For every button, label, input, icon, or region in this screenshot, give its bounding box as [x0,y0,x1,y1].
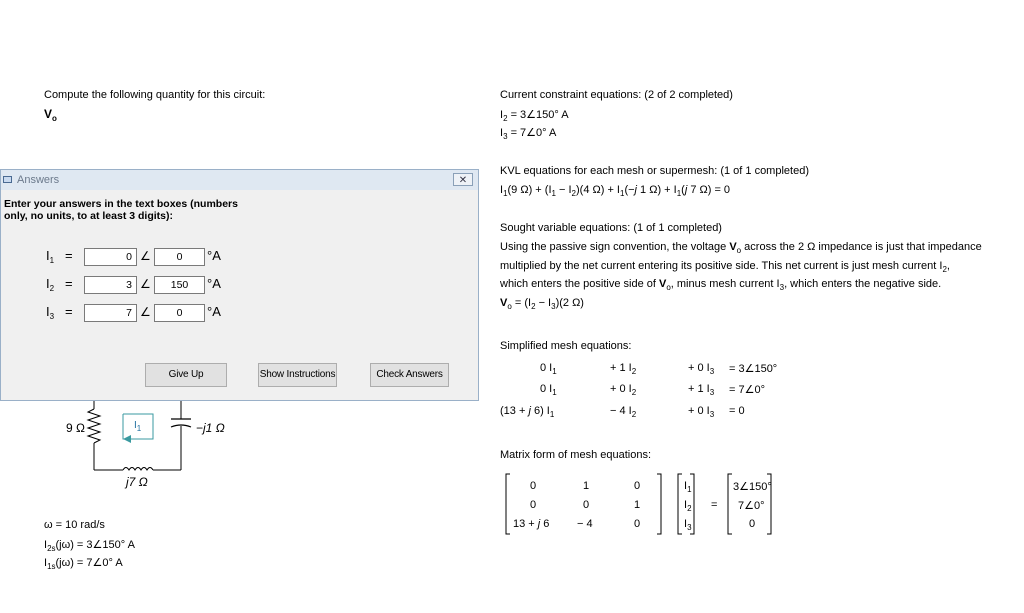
inductor-label: j7 Ω [126,475,148,489]
matrix-b-cell: 0 [749,518,756,530]
simplified-r2-rhs: = 7∠0° [729,384,765,396]
simplified-r1-c2: + 1 $I_2$ [610,362,637,376]
show-instructions-button[interactable]: Show Instructions [258,363,337,387]
unit-label: °A [207,276,221,291]
i3-angle-input[interactable]: 0 [154,304,205,322]
matrix-a-cell: 0 [530,499,537,511]
dialog-titlebar[interactable] [1,170,478,190]
sought-explanation-2: multiplied by the net current entering its positive side. This net current is just mesh current $I_2$, [500,260,950,274]
sought-explanation-1: Using the passive sign convention, the voltage $V_o$ across the 2 Ω impedance is just that impedance [500,241,982,255]
current-constraint-heading: Current constraint equations: (2 of 2 completed) [500,89,733,101]
unit-label: °A [207,304,221,319]
window-icon [3,176,12,183]
i2-magnitude-input[interactable]: 3 [84,276,137,294]
source-i2s: $I_{2s}(j\omega)$ = 3∠150° A [44,539,135,553]
matrix-b-cell: 3∠150° [733,481,772,493]
matrix-a-cell: 13 + j 6 [513,518,550,530]
matrix-x-cell: $I_1$ [684,480,692,494]
row-label-i2: $I_2$ [46,276,55,293]
equals-sign: = [65,248,73,263]
matrix-a-cell: 0 [634,480,641,492]
sought-equation: $V_o = (I_2 - I_3)(2$ Ω) [500,297,584,311]
kvl-heading: KVL equations for each mesh or supermesh: (1 of 1 completed) [500,165,809,177]
simplified-r3-rhs: = 0 [729,405,745,417]
matrix-x-cell: $I_3$ [684,518,692,532]
problem-prompt: Compute the following quantity for this circuit: [44,89,266,101]
row-label-i1: $I_1$ [46,248,55,265]
source-i1s: $I_{1s}(j\omega)$ = 7∠0° A [44,557,123,571]
unit-label: °A [207,248,221,263]
equals-sign: = [65,304,73,319]
simplified-r1-c3: + 0 $I_3$ [688,362,715,376]
matrix-x-cell: $I_2$ [684,499,692,513]
equals-sign: = [65,276,73,291]
angle-icon: ∠ [140,249,151,263]
matrix-a-cell: 1 [634,499,641,511]
sought-explanation-3: which enters the positive side of $V_o$, minus mesh current $I_3$, which enters the negative side. [500,278,942,292]
sought-heading: Sought variable equations: (1 of 1 completed) [500,222,722,234]
angle-icon: ∠ [140,305,151,319]
sought-quantity: $V_o$ [44,107,57,123]
simplified-r2-c1: 0 $I_1$ [540,383,557,397]
check-answers-button[interactable]: Check Answers [370,363,449,387]
constraint-eq-1: $I_2$ = 3∠150° A [500,109,569,123]
matrix-b-cell: 7∠0° [738,500,765,512]
give-up-button[interactable]: Give Up [145,363,227,387]
simplified-r1-rhs: = 3∠150° [729,363,778,375]
close-button[interactable]: ✕ [453,173,473,186]
dialog-title: Answers [17,174,60,186]
matrix-a-cell: 1 [583,480,590,492]
kvl-equation: $I_1(9$ $\Omega) + (I_1 - I_2)(4$ $\Omega) + I_1(-j$ 1 $\Omega) + I_1(j$ 7 Ω) = 0 [500,184,731,198]
matrix-a-cell: − 4 [577,518,593,530]
i1-magnitude-input[interactable]: 0 [84,248,137,266]
angle-icon: ∠ [140,277,151,291]
simplified-r2-c2: + 0 $I_2$ [610,383,637,397]
simplified-r1-c1: 0 $I_1$ [540,362,557,376]
answers-dialog [0,169,479,401]
row-label-i3: $I_3$ [46,304,55,321]
resistor-label: 9 Ω [66,421,85,435]
matrix-a-cell: 0 [634,518,641,530]
matrix-a-cell: 0 [530,480,537,492]
capacitor-label: −j1 Ω [196,421,225,435]
answer-instructions: Enter your answers in the text boxes (numbers only, no units, to at least 3 digits): [4,198,238,222]
i3-magnitude-input[interactable]: 7 [84,304,137,322]
omega-value: ω = 10 rad/s [44,519,105,531]
matrix-equals: = [711,499,718,511]
simplified-r2-c3: + 1 $I_3$ [688,383,715,397]
mesh-current-label: $I_1$ [134,420,142,433]
simplified-heading: Simplified mesh equations: [500,340,632,352]
matrix-heading: Matrix form of mesh equations: [500,449,652,461]
simplified-r3-c1: (13 + j 6) $I_1$ [500,405,555,419]
i1-angle-input[interactable]: 0 [154,248,205,266]
resistor-symbol [88,409,100,443]
simplified-r3-c3: + 0 $I_3$ [688,405,715,419]
i2-angle-input[interactable]: 150 [154,276,205,294]
constraint-eq-2: $I_3$ = 7∠0° A [500,127,557,141]
simplified-r3-c2: − 4 $I_2$ [610,405,637,419]
matrix-a-cell: 0 [583,499,590,511]
inductor-symbol [123,468,153,471]
